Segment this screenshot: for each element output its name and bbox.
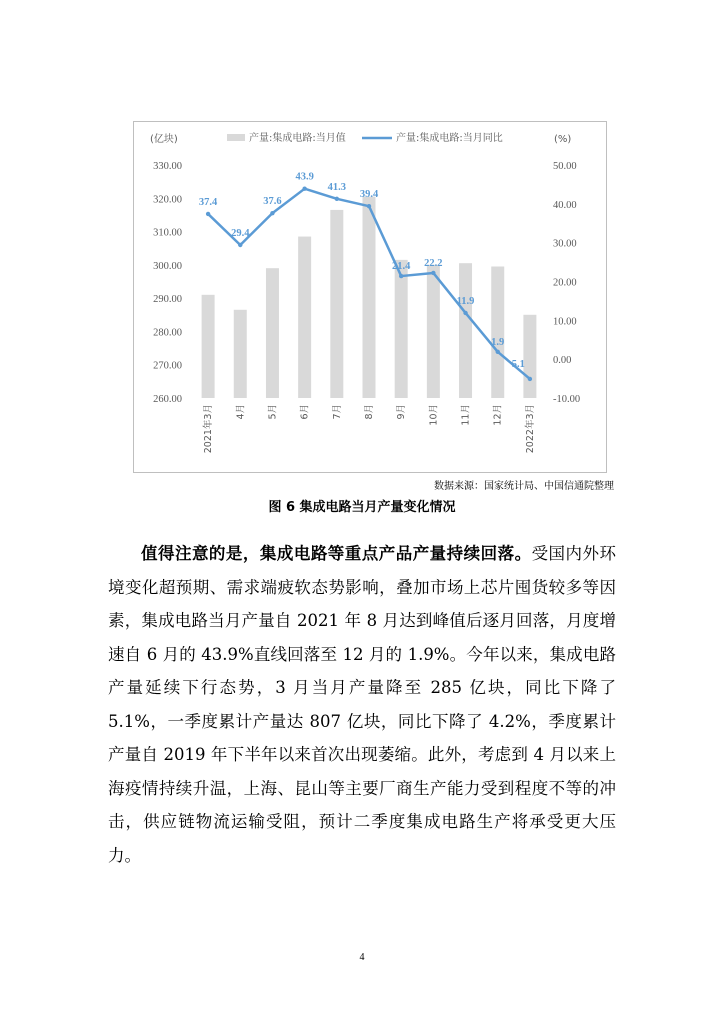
yoy-point-8: [463, 311, 467, 315]
x-tick-label: 6月: [299, 404, 311, 420]
yoy-point-2: [270, 211, 274, 215]
bar-10: [523, 315, 536, 398]
yoy-point-9: [496, 350, 500, 354]
figure-caption: 图 6 集成电路当月产量变化情况: [268, 500, 456, 515]
legend-bar-swatch: [227, 134, 245, 141]
paragraph-text: 受国内外环境变化超预期、需求端疲软态势影响，叠加市场上芯片囤货较多等因素，集成电路当月产量自 2021 年 8 月达到峰值后逐月回落，月度增速自 6 月的 43.9%直线回落至 12 月的 1.9%。今年以来，集成电路产量延续下行态势，3 月当月产量降至 285 亿块，同比下降了 5.1%，一季度累计产量达 807 亿块，同比下降了 4.2%，季度累计产量自 2019 年下半年以来首次出现萎缩。此外，考虑到 4 月以来上海疫情持续升温，上海、昆山等主要厂商生产能力受到程度不等的冲击，供应链物流运输受阻，预计二季度集成电路生产将承受更大压力。: [108, 544, 617, 865]
paragraph-lead-bold: 值得注意的是，集成电路等重点产品产量持续回落。: [141, 544, 532, 563]
bar-6: [395, 260, 408, 398]
yoy-data-label-3: 43.9: [295, 171, 314, 183]
x-tick-label: 11月: [460, 404, 472, 426]
left-tick-label: 330.00: [153, 161, 182, 172]
left-tick-label: 260.00: [153, 394, 182, 405]
yoy-data-label-7: 22.2: [424, 257, 443, 269]
yoy-point-1: [238, 243, 242, 247]
yoy-data-label-6: 21.4: [391, 261, 411, 273]
page-number: 4: [359, 952, 365, 963]
bar-1: [234, 310, 247, 398]
right-tick-label: 0.00: [553, 355, 572, 367]
left-tick-label: 280.00: [153, 327, 182, 339]
x-tick-label: 4月: [235, 404, 247, 420]
x-tick-label: 12月: [492, 404, 504, 426]
x-tick-label: 2022年3月: [524, 404, 536, 454]
yoy-data-label-9: 1.9: [491, 336, 505, 348]
left-tick-label: 310.00: [153, 227, 182, 239]
right-tick-label: 20.00: [553, 277, 577, 289]
x-tick-label: 7月: [331, 404, 343, 420]
x-tick-label: 5月: [267, 404, 279, 420]
left-axis-unit: (亿块): [150, 134, 178, 145]
left-tick-label: 290.00: [153, 294, 182, 306]
yoy-data-label-10: 5.1: [511, 358, 525, 370]
right-axis-unit: (%): [554, 134, 572, 145]
yoy-data-label-0: 37.4: [198, 196, 218, 208]
right-tick-label: 30.00: [553, 238, 577, 250]
x-tick-label: 10月: [428, 404, 440, 426]
chart-svg: [134, 122, 608, 474]
right-tick-label: -10.00: [553, 394, 581, 405]
bar-4: [330, 210, 343, 398]
bar-3: [298, 237, 311, 398]
x-tick-label: 8月: [364, 404, 375, 420]
yoy-data-label-5: 39.4: [359, 189, 379, 201]
yoy-point-10: [528, 377, 532, 381]
yoy-point-6: [399, 274, 403, 278]
body-paragraph: [108, 537, 616, 872]
legend-bar-label: 产量:集成电路:当月值: [249, 133, 346, 144]
bar-5: [363, 197, 376, 398]
x-tick-label: 2021年3月: [203, 404, 215, 454]
yoy-point-5: [367, 204, 371, 208]
yoy-point-4: [335, 197, 339, 201]
left-tick-label: 320.00: [153, 194, 182, 206]
bar-2: [266, 268, 279, 398]
left-tick-label: 300.00: [153, 260, 182, 272]
left-tick-label: 270.00: [153, 360, 182, 372]
yoy-data-label-8: 11.9: [456, 295, 475, 307]
bar-8: [459, 263, 472, 398]
legend-line-label: 产量:集成电路:当月同比: [396, 133, 503, 144]
right-tick-label: 50.00: [553, 161, 577, 172]
yoy-data-label-2: 37.6: [263, 196, 282, 208]
yoy-point-0: [206, 212, 210, 216]
right-tick-label: 40.00: [553, 199, 577, 211]
source-note: 数据来源：国家统计局、中国信通院整理: [434, 481, 614, 492]
yoy-point-3: [302, 186, 306, 190]
yoy-data-label-4: 41.3: [327, 181, 347, 193]
bar-9: [491, 267, 504, 398]
x-tick-label: 9月: [396, 404, 408, 420]
bar-7: [427, 265, 440, 398]
yoy-data-label-1: 29.4: [231, 227, 250, 239]
bar-0: [202, 295, 215, 398]
chart-frame: [133, 121, 607, 473]
right-tick-label: 10.00: [553, 316, 577, 328]
yoy-point-7: [431, 271, 435, 275]
